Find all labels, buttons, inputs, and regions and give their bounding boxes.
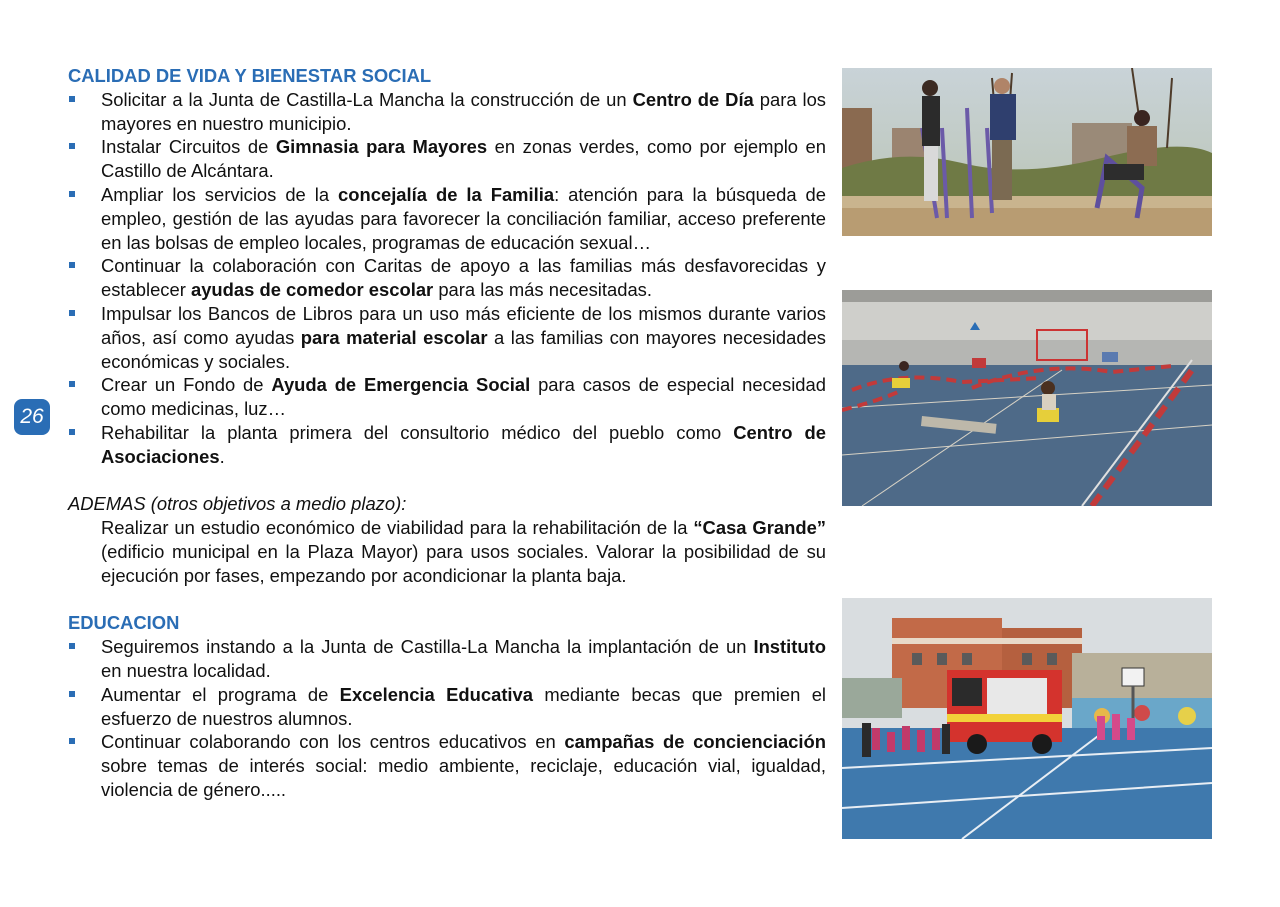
text-run: Aumentar el programa de [101,683,340,705]
section-title-calidad: CALIDAD DE VIDA Y BIENESTAR SOCIAL [68,65,432,86]
list-item [68,183,826,254]
text-run: : atención para la búsqueda de empleo, gestión de las ayudas para favorecer la conciliación familiar, acceso preferente en las bolsas de empleo locales, programas de educación sexual… [101,183,826,253]
text-run: para los mayores en nuestro municipio. [101,88,827,134]
text-run: para las más necesitadas. [433,279,652,301]
bold-text: Gimnasia para Mayores [275,136,488,158]
bullet-square-icon [69,429,75,435]
fire-truck-image [842,598,1212,839]
list-item [68,373,826,421]
bullet-square-icon [69,643,75,649]
bold-text: Centro de Asociaciones [101,421,826,467]
bold-text: concejalía de la Familia [338,183,555,205]
text-run: a las familias con mayores necesidades económicas y sociales. [101,326,827,372]
text-run: Realizar un estudio económico de viabilidad para la rehabilitación de la [101,517,694,539]
photo-exercise-park [842,68,1212,236]
bold-text: Ayuda de Emergencia Social [271,374,531,396]
photo-fire-truck-school [842,598,1212,839]
text-run: . [219,445,225,467]
section-title-educacion: EDUCACION [68,612,180,634]
bold-text: ayudas de comedor escolar [190,279,434,301]
bold-text: para material escolar [300,326,488,348]
text-run: Ampliar los servicios de la [101,183,339,205]
bold-text: campañas de concienciación [564,731,826,753]
list-item [68,683,826,731]
text-run: Continuar la colaboración con Caritas de apoyo a las familias más desfavorecidas y establecer [101,255,826,301]
text-run: Solicitar a la Junta de Castilla-La Mancha la construcción de un [101,88,633,110]
text-run: Continuar colaborando con los centros educativos en [101,731,565,753]
bullet-square-icon [69,143,75,149]
text-run: Instalar Circuitos de [101,136,276,158]
gym-image [842,290,1212,506]
main-text-column [68,64,826,802]
list-item [68,635,826,683]
bullet-square-icon [69,96,75,102]
bullet-square-icon [69,691,75,697]
bullet-square-icon [69,381,75,387]
bullet-list-educacion [68,635,826,802]
text-run: Seguiremos instando a la Junta de Castilla-La Mancha la implantación de un [101,636,754,658]
bold-text: “Casa Grande” [693,517,826,539]
text-run: para casos de especial necesidad como medicinas, luz… [101,374,826,420]
text-run: en nuestra localidad. [101,659,271,681]
bold-text: Centro de Día [632,88,754,110]
bullet-square-icon [69,191,75,197]
list-item [68,135,826,183]
text-run: sobre temas de interés social: medio ambiente, reciclaje, educación vial, igualdad, violencia de género..... [101,755,826,800]
list-item [68,302,826,373]
text-run: Crear un Fondo de [101,374,272,396]
page-number-badge: 26 [14,399,50,435]
list-item [68,730,826,801]
ademas-title: ADEMAS (otros objetivos a medio plazo): [68,493,407,515]
bullet-list-calidad [68,88,826,469]
bullet-square-icon [69,310,75,316]
bullet-square-icon [69,262,75,268]
text-run: Rehabilitar la planta primera del consultorio médico del pueblo como [101,421,734,443]
bullet-square-icon [69,738,75,744]
list-item [68,254,826,302]
text-run: (edificio municipal en la Plaza Mayor) para usos sociales. Valorar la posibilidad de su ejecución por fases, empezando por acondicionar la planta baja. [101,540,826,586]
list-item [68,421,826,469]
text-run: mediante becas que premien el esfuerzo de nuestros alumnos. [101,683,827,729]
bold-text: Excelencia Educativa [339,683,534,705]
photo-road-safety-gym [842,290,1212,506]
exercise-park-image [842,68,1212,236]
ademas-paragraph [68,516,826,587]
bold-text: Instituto [753,636,826,658]
text-run: en zonas verdes, como por ejemplo en Castillo de Alcántara. [101,136,826,182]
text-run: Impulsar los Bancos de Libros para un uso más eficiente de los mismos durante varios años, así como ayudas [101,302,826,348]
list-item [68,88,826,136]
